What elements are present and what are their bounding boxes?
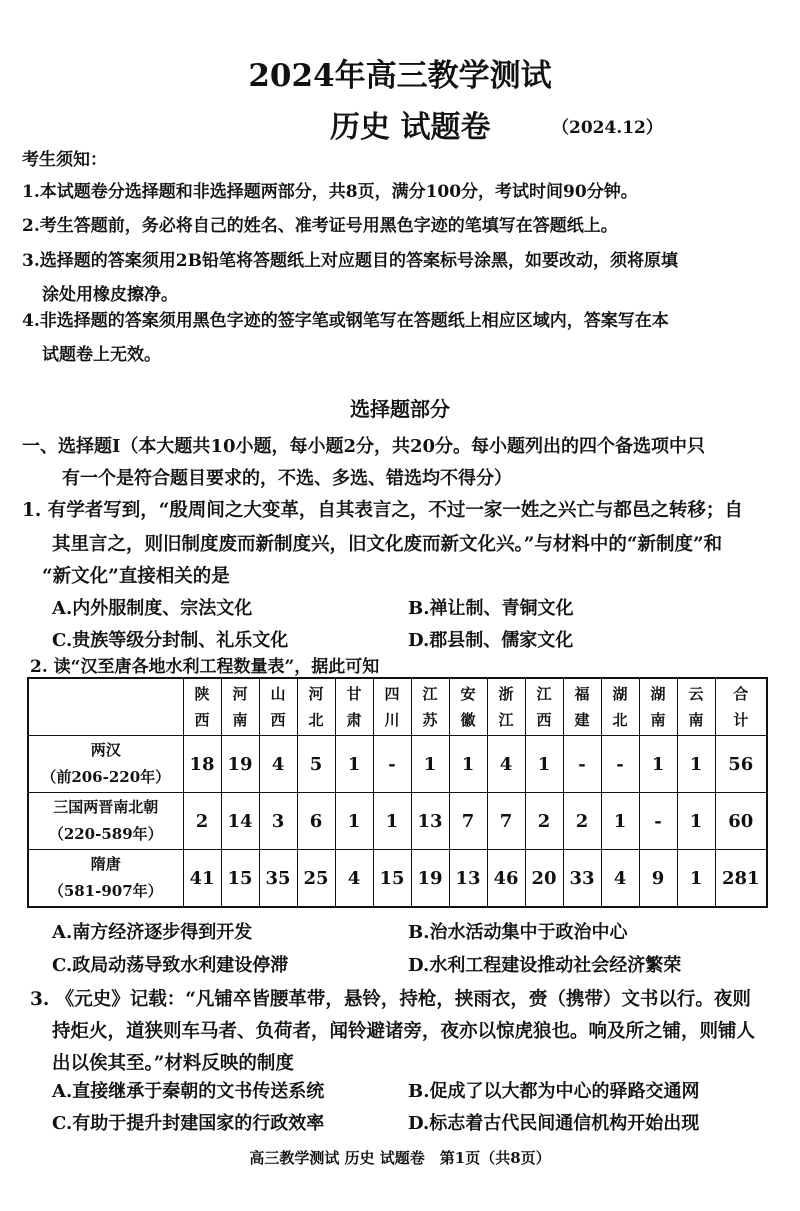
value-cell: - — [373, 736, 411, 793]
section-instruction: 一、选择题Ⅰ（本大题共10小题，每小题2分，共20分。每小题列出的四个备选项中只 — [22, 436, 706, 457]
column-header — [677, 678, 715, 736]
value-cell: 1 — [335, 736, 373, 793]
value-cell: 1 — [601, 793, 639, 850]
period-name: 两汉 — [90, 741, 121, 759]
period-cell — [28, 793, 183, 850]
total-cell: 60 — [715, 793, 767, 850]
notice-item-continued: 试题卷上无效。 — [42, 345, 161, 365]
column-header-char: 南 — [232, 711, 248, 729]
option-c[interactable]: C.贵族等级分封制、礼乐文化 — [52, 630, 289, 651]
column-header — [297, 678, 335, 736]
column-header-char: 西 — [536, 711, 552, 729]
column-header-char: 北 — [612, 711, 628, 729]
exam-title: 2024年高三教学测试 — [248, 58, 552, 94]
value-cell: 20 — [525, 850, 563, 908]
value-cell: 2 — [183, 793, 221, 850]
column-header-char: 北 — [308, 711, 324, 729]
table-row — [28, 850, 767, 908]
value-cell: 1 — [677, 793, 715, 850]
column-header-char: 苏 — [422, 711, 438, 729]
value-cell: 1 — [373, 793, 411, 850]
total-cell: 56 — [715, 736, 767, 793]
notice-item: 2.考生答题前，务必将自己的姓名、准考证号用黑色字迹的笔填写在答题纸上。 — [22, 216, 618, 236]
option-c[interactable]: C.有助于提升封建国家的行政效率 — [52, 1113, 325, 1134]
column-header-char: 云 — [688, 685, 704, 703]
value-cell: 1 — [411, 736, 449, 793]
column-header-char: 南 — [650, 711, 666, 729]
page-footer: 高三教学测试 历史 试题卷 第1页（共8页） — [249, 1149, 551, 1167]
column-header — [259, 678, 297, 736]
column-header-char: 福 — [574, 685, 590, 703]
value-cell: 6 — [297, 793, 335, 850]
value-cell: 19 — [221, 736, 259, 793]
column-header — [525, 678, 563, 736]
value-cell: 14 — [221, 793, 259, 850]
column-header-char: 湖 — [650, 685, 666, 703]
period-cell — [28, 736, 183, 793]
option-d[interactable]: D.标志着古代民间通信机构开始出现 — [408, 1113, 700, 1134]
column-header-char: 南 — [688, 711, 704, 729]
option-d[interactable]: D.水利工程建设推动社会经济繁荣 — [408, 955, 682, 976]
value-cell: 9 — [639, 850, 677, 908]
question-text: 持炬火，道狭则车马者、负荷者，闻铃避诸旁，夜亦以惊虎狼也。响及所之铺，则铺人 — [52, 1021, 756, 1042]
column-header — [335, 678, 373, 736]
period-cell — [28, 850, 183, 908]
value-cell: 35 — [259, 850, 297, 908]
period-name: 三国两晋南北朝 — [53, 798, 159, 816]
column-header-char: 建 — [574, 711, 590, 729]
value-cell: - — [601, 736, 639, 793]
value-cell: 5 — [297, 736, 335, 793]
option-a[interactable]: A.内外服制度、宗法文化 — [52, 598, 253, 619]
value-cell: 1 — [335, 793, 373, 850]
column-header-char: 西 — [194, 711, 210, 729]
table-header-row — [28, 678, 767, 736]
value-cell: - — [563, 736, 601, 793]
question-text: 2. 读“汉至唐各地水利工程数量表”，据此可知 — [30, 657, 380, 677]
option-b[interactable]: B.治水活动集中于政治中心 — [408, 922, 628, 943]
period-years: （581-907年） — [48, 882, 163, 900]
value-cell: 13 — [411, 793, 449, 850]
notice-item: 3.选择题的答案须用2B铅笔将答题纸上对应题目的答案标号涂黑，如要改动，须将原填 — [22, 251, 678, 271]
value-cell: 2 — [525, 793, 563, 850]
value-cell: 25 — [297, 850, 335, 908]
column-header-char: 四 — [384, 685, 400, 703]
column-header-char: 计 — [733, 711, 749, 729]
period-years: （前206-220年） — [41, 768, 171, 786]
value-cell: 4 — [259, 736, 297, 793]
value-cell: 4 — [601, 850, 639, 908]
value-cell: 2 — [563, 793, 601, 850]
option-b[interactable]: B.禅让制、青铜文化 — [408, 598, 574, 619]
option-d[interactable]: D.郡县制、儒家文化 — [408, 630, 574, 651]
section-title: 选择题部分 — [350, 397, 450, 421]
column-header-char: 甘 — [346, 685, 362, 703]
value-cell: 33 — [563, 850, 601, 908]
value-cell: 1 — [525, 736, 563, 793]
option-b[interactable]: B.促成了以大都为中心的驿路交通网 — [408, 1081, 700, 1102]
question-text: 出以俟其至。”材料反映的制度 — [52, 1053, 294, 1074]
column-header — [221, 678, 259, 736]
total-cell: 281 — [715, 850, 767, 908]
column-header — [411, 678, 449, 736]
value-cell: 3 — [259, 793, 297, 850]
value-cell: 41 — [183, 850, 221, 908]
period-name: 隋唐 — [90, 855, 121, 873]
exam-date: （2024.12） — [552, 118, 663, 138]
notice-item: 1.本试题卷分选择题和非选择题两部分，共8页，满分100分，考试时间90分钟。 — [22, 182, 638, 202]
value-cell: 19 — [411, 850, 449, 908]
option-a[interactable]: A.南方经济逐步得到开发 — [52, 922, 253, 943]
column-header-char: 浙 — [498, 685, 514, 703]
section-instruction-continued: 有一个是符合题目要求的，不选、多选、错选均不得分） — [62, 468, 512, 489]
table-row — [28, 793, 767, 850]
column-header — [563, 678, 601, 736]
question-text: “新文化”直接相关的是 — [42, 566, 230, 587]
table-row — [28, 736, 767, 793]
value-cell: 46 — [487, 850, 525, 908]
table-corner-cell — [28, 678, 183, 736]
notice-heading: 考生须知： — [22, 150, 107, 170]
column-header — [373, 678, 411, 736]
column-header-char: 陕 — [194, 685, 210, 703]
value-cell: - — [639, 793, 677, 850]
column-header — [639, 678, 677, 736]
value-cell: 1 — [449, 736, 487, 793]
column-header-char: 湖 — [612, 685, 628, 703]
column-header — [487, 678, 525, 736]
column-header-char: 安 — [460, 685, 476, 703]
column-header-char: 肃 — [346, 711, 362, 729]
notice-item: 4.非选择题的答案须用黑色字迹的签字笔或钢笔写在答题纸上相应区域内，答案写在本 — [22, 311, 669, 331]
value-cell: 1 — [677, 736, 715, 793]
column-header-char: 西 — [270, 711, 286, 729]
value-cell: 1 — [639, 736, 677, 793]
water-projects-table — [27, 677, 768, 908]
value-cell: 15 — [221, 850, 259, 908]
column-header — [183, 678, 221, 736]
option-a[interactable]: A.直接继承于秦朝的文书传送系统 — [52, 1081, 325, 1102]
column-header-char: 河 — [232, 685, 248, 703]
notice-item-continued: 涂处用橡皮擦净。 — [42, 285, 178, 305]
exam-subtitle: 历史 试题卷 — [330, 110, 491, 145]
value-cell: 7 — [449, 793, 487, 850]
value-cell: 4 — [487, 736, 525, 793]
value-cell: 4 — [335, 850, 373, 908]
value-cell: 13 — [449, 850, 487, 908]
question-text: 3. 《元史》记载：“凡铺卒皆腰革带，悬铃，持枪，挟雨衣，赍（携带）文书以行。夜则 — [30, 989, 751, 1010]
column-header-char: 川 — [384, 711, 400, 729]
value-cell: 18 — [183, 736, 221, 793]
column-header-char: 徽 — [460, 711, 476, 729]
value-cell: 7 — [487, 793, 525, 850]
column-header-char: 江 — [536, 685, 552, 703]
value-cell: 1 — [677, 850, 715, 908]
column-header-char: 山 — [270, 685, 286, 703]
question-text: 1. 有学者写到，“殷周间之大变革，自其表言之，不过一家一姓之兴亡与都邑之转移；自 — [22, 500, 743, 521]
column-header-char: 江 — [422, 685, 438, 703]
value-cell: 15 — [373, 850, 411, 908]
question-text: 其里言之，则旧制度废而新制度兴，旧文化废而新文化兴。”与材料中的“新制度”和 — [52, 534, 723, 555]
column-header — [449, 678, 487, 736]
period-years: （220-589年） — [48, 825, 163, 843]
column-header-char: 江 — [498, 711, 514, 729]
column-header — [715, 678, 767, 736]
column-header-char: 合 — [733, 685, 749, 703]
option-c[interactable]: C.政局动荡导致水利建设停滞 — [52, 955, 289, 976]
column-header — [601, 678, 639, 736]
column-header-char: 河 — [308, 685, 324, 703]
